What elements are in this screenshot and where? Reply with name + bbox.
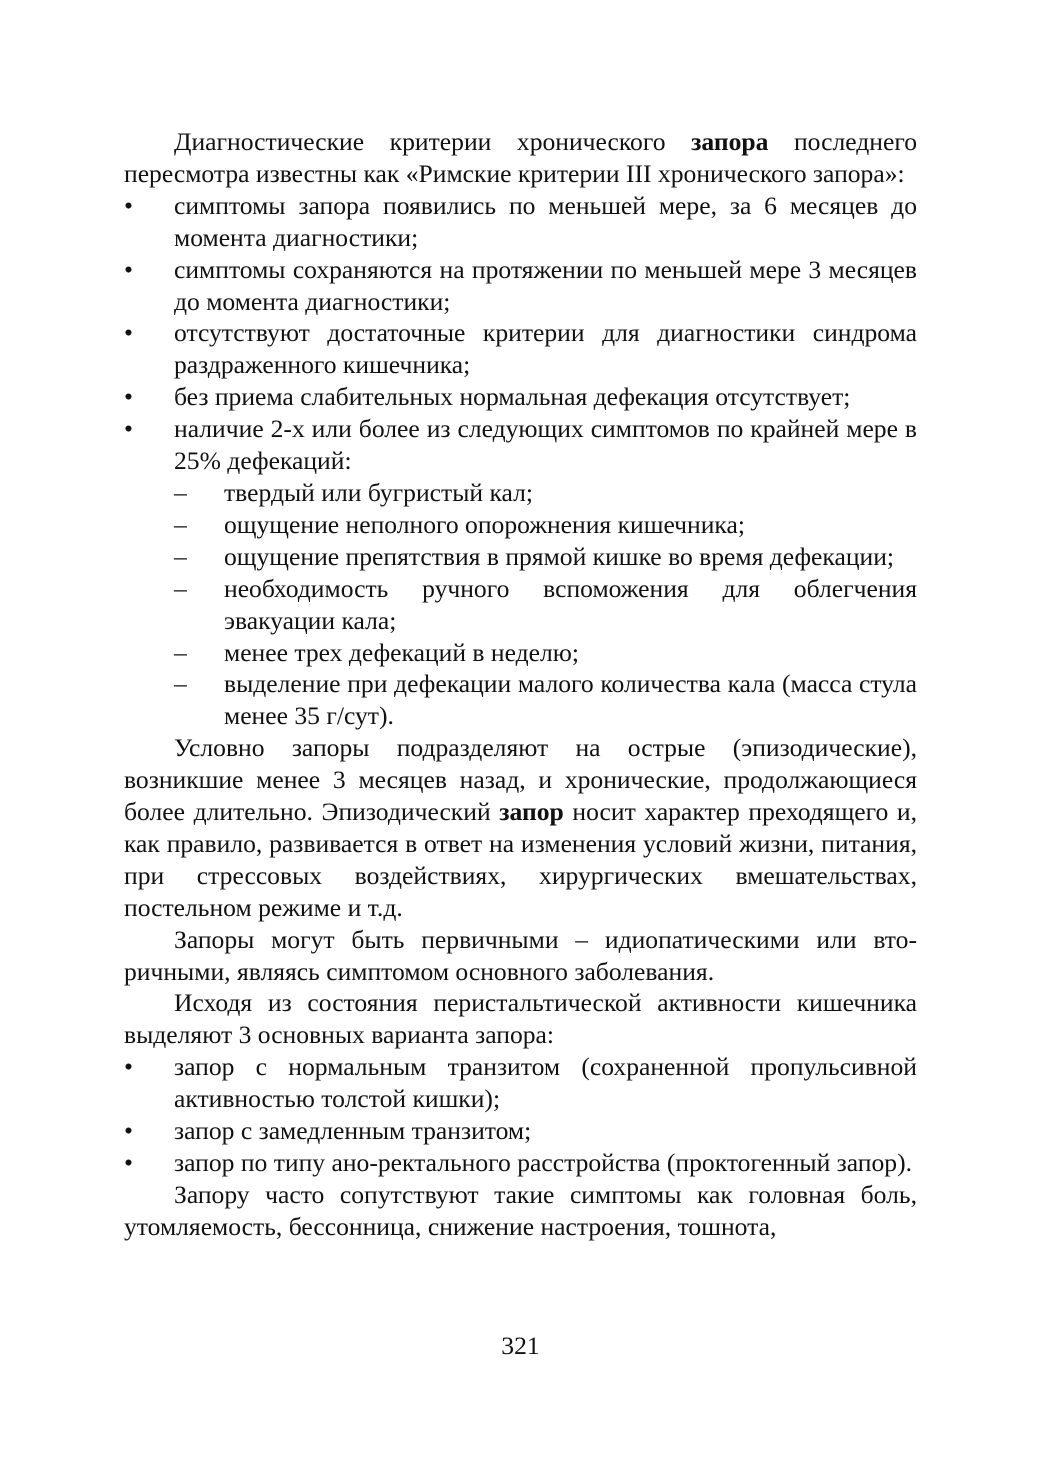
- intro-text-end: последнего пересмотра известны как «Римские критерии III хронического запора»:: [124, 127, 917, 188]
- list-item-text: запор с замедленным транзитом;: [174, 1116, 532, 1146]
- list-item: [124, 1147, 917, 1179]
- sublist-item: [174, 509, 917, 541]
- classification-text-end: носит характер преходящего и, как правило, развивается в ответ на изменения условий жизни, питания, при стрессовых воздействиях, хирургических вмешательствах, постельном режиме и т.д.: [124, 797, 918, 922]
- primary-secondary-paragraph: Запоры могут быть первичными – идиопатическими или вторичными, являясь симптомом основного заболевания.: [124, 924, 917, 986]
- list-item: [124, 381, 917, 413]
- intro-bold-term: запора: [691, 127, 769, 156]
- sublist-item-text: твердый или бугристый кал;: [224, 477, 533, 507]
- sublist-item: [174, 637, 917, 669]
- list-item: [124, 413, 917, 732]
- bullet-icon: •: [124, 1116, 133, 1146]
- criteria-list: [124, 190, 917, 732]
- classification-paragraph: [124, 732, 917, 923]
- bullet-icon: •: [124, 254, 133, 284]
- sublist-item-text: выделение при дефекации малого количества кала (масса стула менее 35 г/сут).: [224, 669, 917, 731]
- dash-icon: –: [174, 509, 187, 539]
- list-item-text: отсутствуют достаточные критерии для диагностики синдрома раздраженного кишечника;: [174, 318, 917, 380]
- dash-icon: –: [174, 669, 187, 699]
- bullet-icon: •: [124, 318, 133, 348]
- list-item-text: симптомы сохраняются на протяжении по меньшей мере 3 месяцев до момента диагностики;: [174, 254, 917, 316]
- list-item-text: наличие 2-х или более из следующих симптомов по крайней мере в 25% дефекаций:: [174, 414, 917, 476]
- accompanying-symptoms-paragraph: Запору часто сопутствуют такие симптомы как головная боль, утомляемость, бессонница, снижение настроения, тошнота,: [124, 1179, 917, 1241]
- bullet-icon: •: [124, 1148, 133, 1177]
- sublist-item-text: менее трех дефекаций в неделю;: [224, 637, 580, 667]
- list-item: [124, 1051, 917, 1115]
- list-item: [124, 317, 917, 381]
- bullet-icon: •: [124, 382, 133, 412]
- intro-text-start: Диагностические критерии хронического: [174, 127, 692, 156]
- dash-icon: –: [174, 477, 187, 507]
- list-item-text: запор по типу ано-ректального расстройства (проктогенный запор).: [174, 1148, 913, 1177]
- sublist-item-text: ощущение неполного опорожнения кишечника;: [224, 509, 745, 539]
- dash-icon: –: [174, 573, 187, 603]
- dash-icon: –: [174, 637, 187, 667]
- intro-paragraph: [124, 126, 917, 190]
- sublist-item-text: необходимость ручного вспоможения для облегчения эвакуации кала;: [224, 573, 917, 635]
- bullet-icon: •: [124, 1052, 133, 1082]
- list-item-text: симптомы запора появились по меньшей мере, за 6 месяцев до момента диагностики;: [174, 190, 917, 252]
- bullet-icon: •: [124, 190, 133, 220]
- classification-text-start: Условно запоры подразделяют на острые (эпизодические), возникшие менее 3 месяцев назад, и хронические, продолжающиеся более длительно. Эпизодический: [124, 733, 917, 827]
- symptoms-sublist: [174, 477, 917, 732]
- variants-intro-paragraph: Исходя из состояния перистальтической активности кишечника выделяют 3 основных варианта запора:: [124, 988, 917, 1050]
- sublist-item: [174, 477, 917, 509]
- page-body: [124, 126, 917, 1243]
- dash-icon: –: [174, 541, 187, 571]
- list-item: [124, 254, 917, 318]
- list-item: [124, 1115, 917, 1147]
- variants-list: [124, 1051, 917, 1179]
- list-item: [124, 190, 917, 254]
- classification-bold-term: запор: [499, 797, 564, 827]
- sublist-item: [174, 668, 917, 732]
- bullet-icon: •: [124, 414, 133, 444]
- sublist-item: [174, 541, 917, 573]
- list-item-text: без приема слабительных нормальная дефекация отсутствует;: [174, 382, 851, 412]
- sublist-item-text: ощущение препятствия в прямой кишке во время дефекации;: [224, 541, 895, 571]
- page-number: 321: [501, 1331, 540, 1360]
- list-item-text: запор с нормальным транзитом (сохраненной пропульсивной активностью толстой кишки);: [174, 1052, 917, 1114]
- sublist-item: [174, 573, 917, 637]
